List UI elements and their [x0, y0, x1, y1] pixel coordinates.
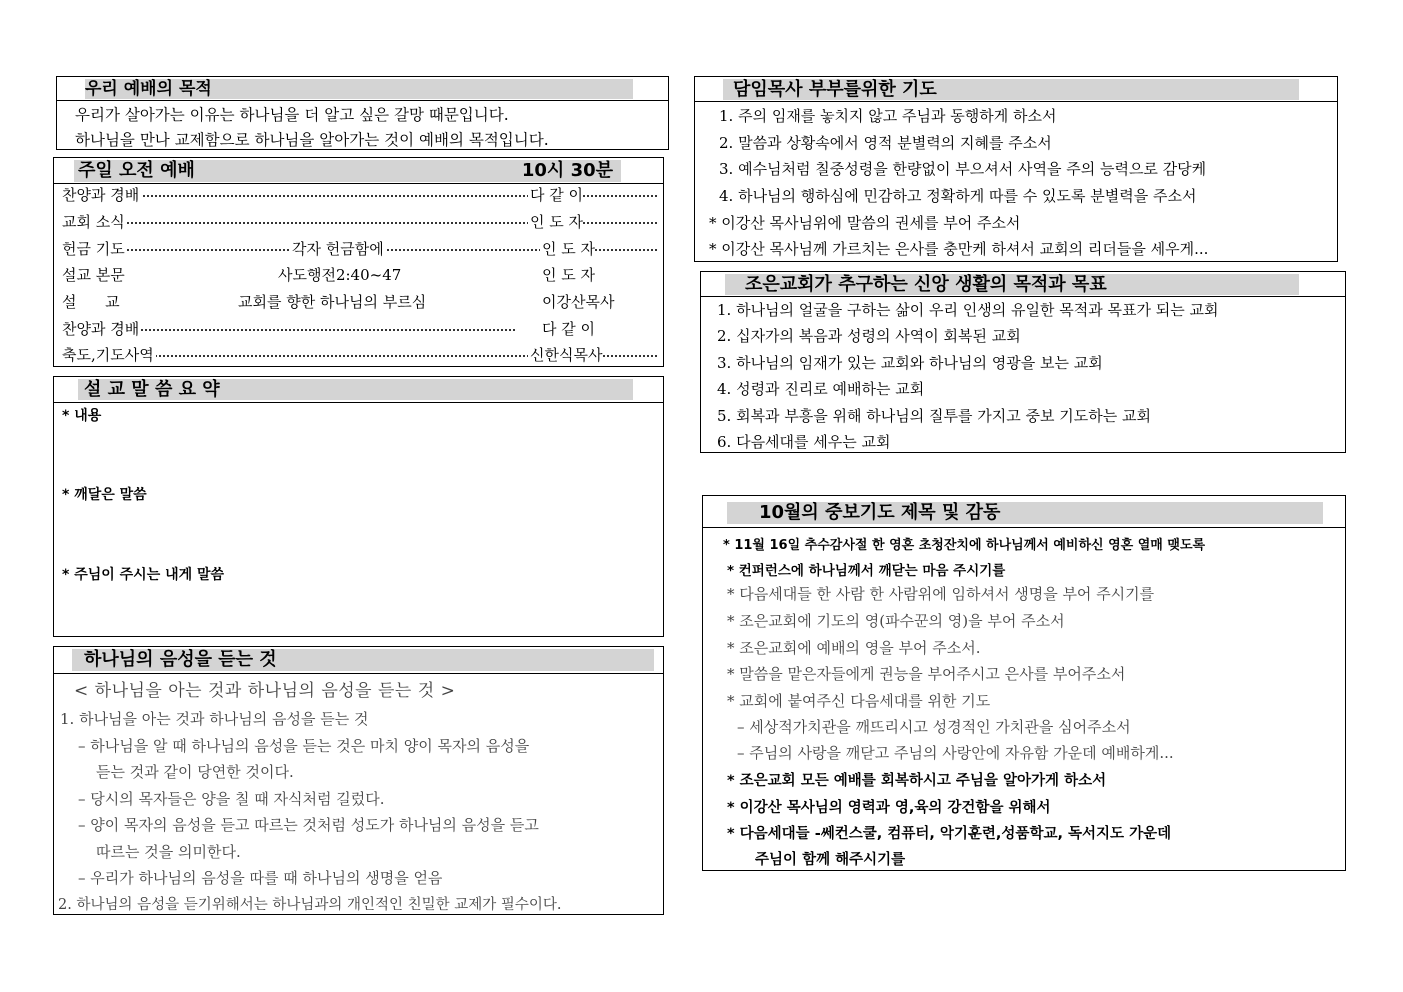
october-prayer-line: * 교회에 붙여주신 다음세대를 위한 기도	[727, 692, 991, 710]
worship-purpose-title: 우리 예배의 목적	[85, 79, 633, 99]
hearing-voice-line: – 당시의 목자들은 양을 칠 때 자식처럼 길렀다.	[78, 790, 385, 808]
pastor-prayer-title: 담임목사 부부를위한 기도	[723, 79, 1299, 100]
hearing-voice-title: 하나님의 음성을 듣는 것	[72, 649, 654, 671]
sunday-service-title: 주일 오전 예배	[78, 160, 195, 181]
hearing-voice-subtitle: < 하나님을 아는 것과 하나님의 음성을 듣는 것 >	[74, 681, 456, 701]
hearing-voice-line: – 하나님을 알 때 하나님의 음성을 듣는 것은 마치 양이 목자의 음성을	[78, 737, 530, 755]
church-goals-line: 3. 하나님의 임재가 있는 교회와 하나님의 영광을 보는 교회	[717, 354, 1103, 372]
sunday-service-time: 10시 30분	[521, 160, 613, 181]
october-prayer-line: * 컨퍼런스에 하나님께서 깨닫는 마음 주시기를	[727, 563, 1006, 579]
sermon-summary-item: * 주님이 주시는 내게 말씀	[62, 567, 225, 583]
october-prayer-line: * 조은교회에 예배의 영을 부어 주소서.	[727, 639, 981, 657]
service-row: 축도,기도사역 신한식목사	[62, 344, 657, 366]
service-row: 설 교 교회를 향한 하나님의 부르심 이강산목사	[62, 293, 615, 311]
church-goals-title: 조은교회가 추구하는 신앙 생활의 목적과 목표	[725, 274, 1299, 295]
october-prayer-line: * 조은교회 모든 예배를 회복하시고 주님을 알아가게 하소서	[727, 773, 1107, 789]
service-row: 찬양과 경배 다 같 이	[62, 320, 596, 338]
hearing-voice-box	[53, 646, 664, 915]
sermon-summary-title: 설 교 말 씀 요 약	[78, 379, 633, 400]
october-prayer-line: * 조은교회에 기도의 영(파수꾼의 영)을 부어 주소서	[727, 612, 1065, 630]
worship-purpose-line-2: 하나님을 만나 교제함으로 하나님을 알아가는 것이 예배의 목적입니다.	[75, 131, 549, 149]
october-prayer-line: – 세상적가치관을 깨뜨리시고 성경적인 가치관을 심어주소서	[737, 718, 1131, 736]
sermon-summary-box	[53, 376, 664, 637]
worship-purpose-line-1: 우리가 살아가는 이유는 하나님을 더 알고 싶은 갈망 때문입니다.	[75, 106, 509, 124]
service-row: 찬양과 경배 다 같 이	[62, 184, 657, 206]
hearing-voice-line: 2. 하나님의 음성을 듣기위해서는 하나님과의 개인적인 친밀한 교제가 필수이다.	[58, 897, 562, 913]
hearing-voice-line: 1. 하나님을 아는 것과 하나님의 음성을 듣는 것	[60, 710, 369, 728]
pastor-prayer-line: 1. 주의 임재를 놓치지 않고 주님과 동행하게 하소서	[719, 107, 1057, 125]
october-prayer-box	[702, 495, 1346, 871]
october-prayer-line: – 주님의 사랑을 깨닫고 주님의 사랑안에 자유함 가운데 예배하게...	[737, 744, 1174, 762]
october-prayer-line: * 말씀을 맡은자들에게 권능을 부어주시고 은사를 부어주소서	[727, 665, 1126, 683]
church-goals-line: 1. 하나님의 얼굴을 구하는 삶이 우리 인생의 유일한 목적과 목표가 되는 교회	[717, 301, 1219, 319]
october-prayer-title: 10월의 중보기도 제목 및 감동	[727, 502, 1323, 524]
sunday-service-box	[53, 157, 664, 367]
october-prayer-line: * 다음세대들 한 사람 한 사람위에 임하셔서 생명을 부어 주시기를	[727, 585, 1155, 603]
october-prayer-line: 주님이 함께 해주시기를	[755, 852, 906, 868]
sunday-service-header	[74, 160, 621, 182]
hearing-voice-line: 따르는 것을 의미한다.	[96, 843, 241, 861]
church-goals-line: 6. 다음세대를 세우는 교회	[717, 433, 891, 451]
pastor-prayer-line: 3. 예수님처럼 칠중성령을 한량없이 부으셔서 사역을 주의 능력으로 감당케	[719, 160, 1207, 178]
church-goals-box	[700, 271, 1346, 453]
service-row: 설교 본문 사도행전2:40~47 인 도 자	[62, 266, 596, 284]
service-row: 헌금 기도 각자 헌금함에 인 도 자	[62, 238, 657, 260]
hearing-voice-line: – 우리가 하나님의 음성을 따를 때 하나님의 생명을 얻음	[78, 869, 443, 887]
sermon-summary-item: * 내용	[62, 408, 102, 424]
church-goals-line: 4. 성령과 진리로 예배하는 교회	[717, 380, 925, 398]
church-goals-line: 2. 십자가의 복음과 성령의 사역이 회복된 교회	[717, 327, 1021, 345]
service-row: 교회 소식 인 도 자	[62, 211, 657, 233]
october-prayer-line: * 다음세대들 -쎄컨스쿨, 컴퓨터, 악기훈련,성품학교, 독서지도 가운데	[727, 826, 1172, 842]
october-prayer-line: * 이강산 목사님의 영력과 영,육의 강건함을 위해서	[727, 800, 1051, 816]
hearing-voice-line: – 양이 목자의 음성을 듣고 따르는 것처럼 성도가 하나님의 음성을 듣고	[78, 816, 539, 834]
pastor-prayer-line: * 이강산 목사님께 가르치는 은사를 충만케 하셔서 교회의 리더들을 세우게...	[709, 240, 1209, 258]
pastor-prayer-line: 2. 말씀과 상황속에서 영적 분별력의 지혜를 주소서	[719, 134, 1052, 152]
worship-purpose-box	[56, 76, 669, 150]
pastor-prayer-line: * 이강산 목사님위에 말씀의 권세를 부어 주소서	[709, 214, 1021, 232]
pastor-prayer-box	[694, 76, 1338, 262]
october-prayer-line: * 11월 16일 추수감사절 한 영혼 초청잔치에 하나님께서 예비하신 영혼 열매 맺도록	[723, 538, 1206, 553]
pastor-prayer-line: 4. 하나님의 행하심에 민감하고 정확하게 따를 수 있도록 분별력을 주소서	[719, 187, 1197, 205]
hearing-voice-line: 듣는 것과 같이 당연한 것이다.	[96, 763, 294, 781]
church-goals-line: 5. 회복과 부흥을 위해 하나님의 질투를 가지고 중보 기도하는 교회	[717, 407, 1151, 425]
sermon-summary-item: * 깨달은 말씀	[62, 487, 147, 503]
